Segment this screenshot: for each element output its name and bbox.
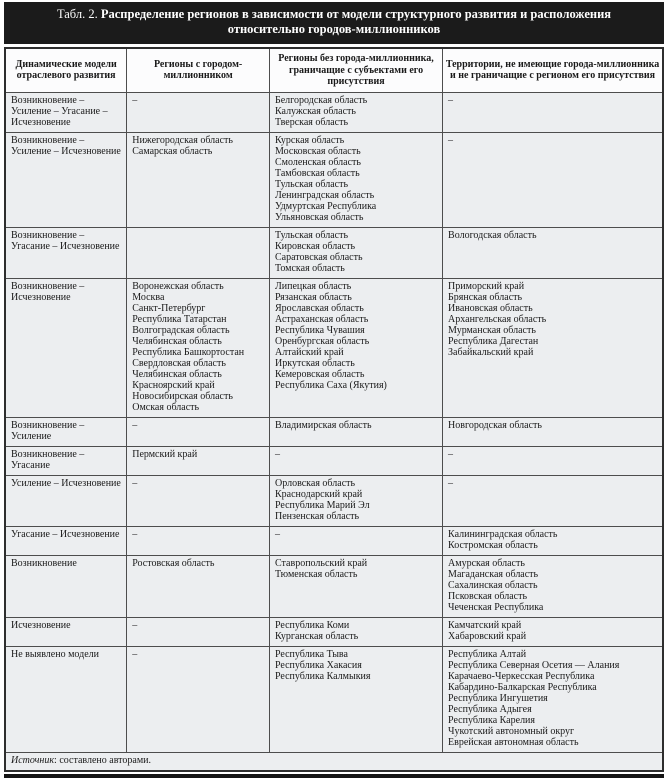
region-line: Возникновение – Усиление: [11, 419, 85, 442]
remote-cell: [443, 417, 663, 446]
table-title: [4, 2, 664, 44]
region-line: Ивановская область: [448, 302, 533, 314]
region-line: Усиление – Исчезновение: [11, 477, 121, 489]
with-city-cell: [127, 526, 270, 555]
region-line: Не выявлено модели: [11, 648, 99, 660]
regions-table: [4, 47, 664, 772]
region-line: –: [132, 648, 138, 660]
model-cell: [5, 555, 127, 617]
model-cell: [5, 475, 127, 526]
region-line: Ставропольский край: [275, 557, 368, 569]
region-line: Владимирская область: [275, 419, 372, 431]
region-line: Ленинградская область: [275, 189, 375, 201]
region-line: Амурская область: [448, 557, 525, 569]
region-line: Брянская область: [448, 291, 523, 303]
region-line: Карачаево-Черкесская Республика: [448, 670, 595, 682]
table-row: [5, 475, 663, 526]
remote-cell: [443, 475, 663, 526]
region-line: Удмуртская Республика: [275, 200, 377, 212]
with-city-cell: [127, 475, 270, 526]
table-row: [5, 526, 663, 555]
model-cell: [5, 92, 127, 132]
region-line: Омская область: [132, 401, 200, 413]
table-number: Табл. 2.: [56, 7, 98, 21]
region-line: Республика Северная Осетия — Алания: [448, 659, 620, 671]
region-line: Тульская область: [275, 229, 349, 241]
region-line: Томская область: [275, 262, 345, 274]
region-line: Тульская область: [275, 178, 349, 190]
column-header-models: Динамические модели отраслевого развития: [5, 48, 127, 92]
table-row: [5, 617, 663, 646]
with-city-cell: [127, 227, 270, 278]
region-line: Новгородская область: [448, 419, 542, 431]
region-line: Орловская область: [275, 477, 356, 489]
region-line: Псковская область: [448, 590, 528, 602]
model-cell: [5, 227, 127, 278]
region-line: Алтайский край: [275, 346, 344, 358]
table-row: [5, 227, 663, 278]
source-row: [5, 752, 663, 771]
remote-cell: [443, 227, 663, 278]
table-row: [5, 555, 663, 617]
region-line: –: [132, 477, 138, 489]
region-line: Московская область: [275, 145, 361, 157]
region-line: –: [275, 528, 280, 540]
bordering-cell: [270, 526, 443, 555]
region-line: Красноярский край: [132, 379, 215, 391]
region-line: Курская область: [275, 134, 345, 146]
region-line: Тверская область: [275, 116, 349, 128]
region-line: Возникновение – Усиление – Угасание – Исчезновение: [11, 94, 108, 128]
column-header-with-city: Регионы с городом-миллионником: [127, 48, 270, 92]
region-line: Республика Коми: [275, 619, 350, 631]
region-line: Кабардино-Балкарская Республика: [448, 681, 597, 693]
region-line: Смоленская область: [275, 156, 361, 168]
region-line: Республика Саха (Якутия): [275, 379, 387, 391]
source-note: [5, 752, 663, 771]
region-line: Чеченская Республика: [448, 601, 544, 613]
remote-cell: [443, 132, 663, 227]
with-city-cell: [127, 555, 270, 617]
region-line: –: [132, 94, 138, 106]
region-line: Волгоградская область: [132, 324, 230, 336]
region-line: Ростовская область: [132, 557, 215, 569]
with-city-cell: [127, 132, 270, 227]
region-line: Угасание – Исчезновение: [11, 528, 120, 540]
region-line: Забайкальский край: [448, 346, 534, 358]
model-cell: [5, 526, 127, 555]
region-line: Республика Ингушетия: [448, 692, 548, 704]
region-line: Иркутская область: [275, 357, 355, 369]
model-cell: [5, 646, 127, 752]
region-line: Еврейская автономная область: [448, 736, 579, 748]
region-line: Воронежская область: [132, 280, 224, 292]
region-line: Магаданская область: [448, 568, 539, 580]
bordering-cell: [270, 92, 443, 132]
region-line: Камчатский край: [448, 619, 522, 631]
region-line: Возникновение – Усиление – Исчезновение: [11, 134, 121, 157]
region-line: –: [132, 419, 138, 431]
region-line: Вологодская область: [448, 229, 537, 241]
remote-cell: [443, 617, 663, 646]
remote-cell: [443, 526, 663, 555]
region-line: Архангельская область: [448, 313, 547, 325]
region-line: Санкт-Петербург: [132, 302, 206, 314]
region-line: Пермский край: [132, 448, 198, 460]
region-line: –: [448, 448, 454, 460]
region-line: Нижегородская область: [132, 134, 233, 146]
table-row: [5, 446, 663, 475]
region-line: –: [448, 94, 454, 106]
region-line: Республика Карелия: [448, 714, 536, 726]
bordering-cell: [270, 446, 443, 475]
with-city-cell: [127, 446, 270, 475]
region-line: Челябинская область: [132, 335, 222, 347]
region-line: –: [132, 528, 138, 540]
region-line: Оренбургская область: [275, 335, 370, 347]
region-line: Республика Алтай: [448, 648, 527, 660]
region-line: Сахалинская область: [448, 579, 538, 591]
table-row: [5, 278, 663, 417]
model-cell: [5, 278, 127, 417]
region-line: Костромская область: [448, 539, 538, 551]
region-line: Тюменская область: [275, 568, 358, 580]
bordering-cell: [270, 555, 443, 617]
region-line: Кемеровская область: [275, 368, 365, 380]
region-line: Саратовская область: [275, 251, 363, 263]
region-line: Республика Калмыкия: [275, 670, 371, 682]
region-line: Кировская область: [275, 240, 356, 252]
region-line: Краснодарский край: [275, 488, 363, 500]
region-line: –: [448, 134, 454, 146]
region-line: Пензенская область: [275, 510, 360, 522]
region-line: Рязанская область: [275, 291, 352, 303]
region-line: Чукотский автономный округ: [448, 725, 575, 737]
region-line: Возникновение – Исчезновение: [11, 280, 85, 303]
with-city-cell: [127, 417, 270, 446]
region-line: Самарская область: [132, 145, 213, 157]
region-line: Курганская область: [275, 630, 359, 642]
region-line: Калужская область: [275, 105, 356, 117]
region-line: Мурманская область: [448, 324, 536, 336]
bottom-border-bar: [4, 774, 664, 778]
region-line: Липецкая область: [275, 280, 352, 292]
table-title-text: Распределение регионов в зависимости от модели структурного развития и расположения относительно городов-миллионников: [100, 7, 612, 36]
with-city-cell: [127, 92, 270, 132]
bordering-cell: [270, 132, 443, 227]
region-line: Хабаровский край: [448, 630, 527, 642]
region-line: Ярославская область: [275, 302, 364, 314]
region-line: Москва: [132, 291, 165, 303]
region-line: –: [132, 619, 138, 631]
region-line: Астраханская область: [275, 313, 369, 325]
remote-cell: [443, 278, 663, 417]
region-line: Республика Дагестан: [448, 335, 539, 347]
region-line: Республика Адыгея: [448, 703, 532, 715]
model-cell: [5, 446, 127, 475]
with-city-cell: [127, 278, 270, 417]
region-line: Республика Хакасия: [275, 659, 362, 671]
bordering-cell: [270, 475, 443, 526]
remote-cell: [443, 446, 663, 475]
with-city-cell: [127, 646, 270, 752]
remote-cell: [443, 92, 663, 132]
model-cell: [5, 132, 127, 227]
region-line: Калининградская область: [448, 528, 558, 540]
region-line: –: [448, 477, 454, 489]
model-cell: [5, 417, 127, 446]
region-line: Новосибирская область: [132, 390, 233, 402]
region-line: Приморский край: [448, 280, 525, 292]
table-row: [5, 646, 663, 752]
source-label: Источник: [11, 754, 55, 766]
table-row: [5, 132, 663, 227]
bordering-cell: [270, 227, 443, 278]
with-city-cell: [127, 617, 270, 646]
column-header-bordering: Регионы без города-миллионника, граничащие с субъектами его присутствия: [270, 48, 443, 92]
region-line: Тамбовская область: [275, 167, 360, 179]
bordering-cell: [270, 278, 443, 417]
region-line: Республика Башкортостан: [132, 346, 245, 358]
region-line: Свердловская область: [132, 357, 226, 369]
table-row: [5, 92, 663, 132]
source-text: : составлено авторами.: [54, 754, 152, 766]
bordering-cell: [270, 646, 443, 752]
region-line: Исчезновение: [11, 619, 71, 631]
region-line: Возникновение: [11, 557, 77, 569]
region-line: –: [275, 448, 280, 460]
table-row: [5, 417, 663, 446]
model-cell: [5, 617, 127, 646]
remote-cell: [443, 646, 663, 752]
bordering-cell: [270, 417, 443, 446]
region-line: Республика Марий Эл: [275, 499, 370, 511]
region-line: Республика Татарстан: [132, 313, 227, 325]
region-line: Ульяновская область: [275, 211, 364, 223]
remote-cell: [443, 555, 663, 617]
region-line: Челябинская область: [132, 368, 222, 380]
table-body: [5, 92, 663, 752]
column-header-remote: Территории, не имеющие города-миллионника и не граничащие с регионом его присутствия: [443, 48, 663, 92]
region-line: Возникновение – Угасание – Исчезновение: [11, 229, 120, 252]
region-line: Республика Тыва: [275, 648, 348, 660]
bordering-cell: [270, 617, 443, 646]
header-row: [5, 48, 663, 92]
region-line: Белгородская область: [275, 94, 368, 106]
region-line: Республика Чувашия: [275, 324, 365, 336]
region-line: Возникновение – Угасание: [11, 448, 85, 471]
